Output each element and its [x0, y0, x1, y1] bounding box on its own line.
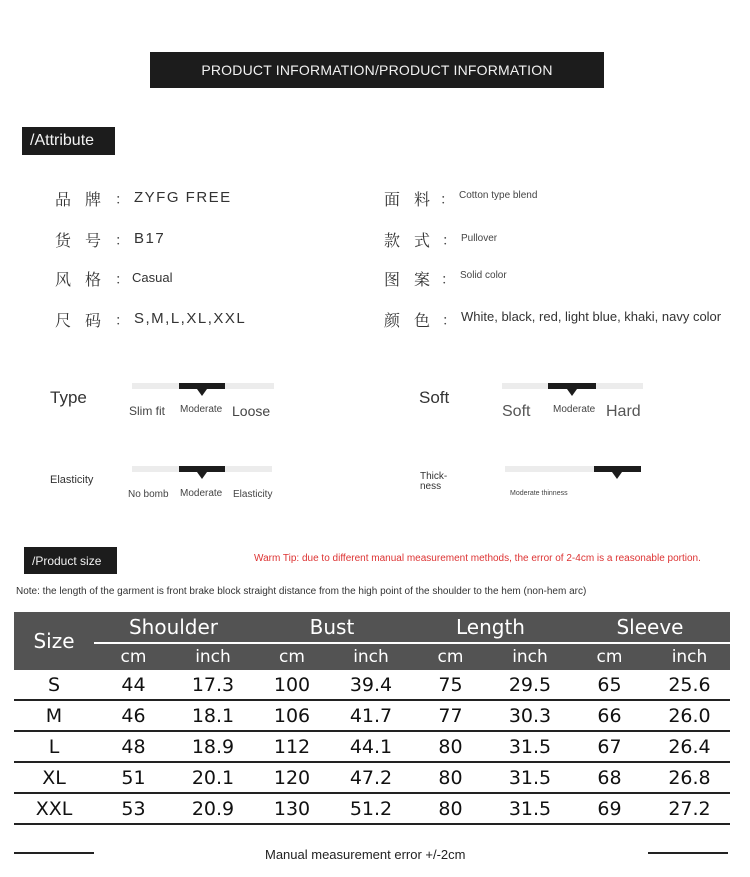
- colon: ：: [115, 271, 129, 287]
- measurement-cell: 75: [411, 670, 490, 700]
- pointer-triangle-icon: [612, 472, 622, 479]
- scale-soft-mid: Moderate: [553, 404, 596, 415]
- measurement-cell: 47.2: [331, 762, 411, 793]
- measurement-note: Note: the length of the garment is front brake block straight distance from the high point of the shoulder to the hem (non-hem arc): [16, 586, 587, 597]
- measurement-cell: 17.3: [173, 670, 253, 700]
- measurement-cell: 26.4: [649, 731, 730, 762]
- scale-thickness-mid: Moderate thinness: [510, 490, 568, 497]
- unit-header: inch: [173, 643, 253, 670]
- measurement-cell: 53: [94, 793, 173, 824]
- measurement-cell: 31.5: [490, 762, 570, 793]
- attr-value-item-no: B17: [134, 230, 166, 247]
- colon: ：: [442, 312, 456, 328]
- measurement-cell: 20.9: [173, 793, 253, 824]
- scale-elasticity-mid: Moderate: [180, 488, 223, 499]
- measurement-cell: 67: [570, 731, 649, 762]
- measurement-cell: 80: [411, 762, 490, 793]
- scale-soft-right: Hard: [606, 403, 641, 420]
- measurement-cell: 27.2: [649, 793, 730, 824]
- measurement-cell: 44: [94, 670, 173, 700]
- attr-value-fabric: Cotton type blend: [459, 190, 538, 201]
- unit-header: cm: [253, 643, 331, 670]
- unit-header: inch: [490, 643, 570, 670]
- measurement-cell: 77: [411, 700, 490, 731]
- measurement-cell: 112: [253, 731, 331, 762]
- group-header-length: Length: [411, 612, 570, 643]
- measurement-cell: 106: [253, 700, 331, 731]
- colon: ：: [440, 191, 454, 207]
- table-row: [14, 731, 730, 762]
- scale-soft-left: Soft: [502, 403, 531, 420]
- pointer-triangle-icon: [197, 472, 207, 479]
- measurement-cell: 26.0: [649, 700, 730, 731]
- size-column-header: Size: [14, 612, 94, 670]
- unit-header: cm: [94, 643, 173, 670]
- size-cell: XXL: [14, 793, 94, 824]
- measurement-cell: 120: [253, 762, 331, 793]
- attr-label-design: 款式: [384, 231, 445, 250]
- measurement-cell: 30.3: [490, 700, 570, 731]
- attr-value-style: Casual: [132, 270, 173, 285]
- table-row: [14, 762, 730, 793]
- attr-label-size: 尺码: [55, 311, 116, 330]
- colon: ：: [441, 271, 455, 287]
- size-cell: L: [14, 731, 94, 762]
- attr-label-item-no: 货号: [55, 231, 116, 250]
- page-banner: PRODUCT INFORMATION/PRODUCT INFORMATION: [150, 52, 604, 88]
- measurement-cell: 51: [94, 762, 173, 793]
- scale-thickness-label-line1: Thick-: [420, 471, 448, 482]
- size-cell: S: [14, 670, 94, 700]
- measurement-cell: 44.1: [331, 731, 411, 762]
- scale-type-mid: Moderate: [180, 404, 223, 415]
- attribute-section-tag: /Attribute: [22, 127, 115, 155]
- measurement-cell: 46: [94, 700, 173, 731]
- attr-value-design: Pullover: [461, 233, 498, 244]
- measurement-cell: 51.2: [331, 793, 411, 824]
- measurement-cell: 31.5: [490, 793, 570, 824]
- colon: ：: [115, 312, 129, 328]
- measurement-cell: 65: [570, 670, 649, 700]
- scale-type-label: Type: [50, 388, 87, 407]
- scale-elasticity-left: No bomb: [128, 489, 169, 500]
- size-cell: M: [14, 700, 94, 731]
- attr-label-pattern: 图案: [384, 270, 445, 289]
- attr-label-brand: 品牌: [55, 190, 116, 209]
- size-table: [14, 612, 730, 825]
- unit-header: cm: [411, 643, 490, 670]
- table-row: [14, 793, 730, 824]
- attr-label-fabric: 面料: [384, 190, 445, 209]
- measurement-cell: 26.8: [649, 762, 730, 793]
- warm-tip: Warm Tip: due to different manual measurement methods, the error of 2-4cm is a reasonable portion.: [254, 553, 701, 564]
- measurement-cell: 130: [253, 793, 331, 824]
- scale-type-right: Loose: [232, 403, 271, 419]
- measurement-cell: 31.5: [490, 731, 570, 762]
- colon: ：: [115, 191, 129, 207]
- product-size-tag: /Product size: [24, 547, 117, 574]
- group-header-sleeve: Sleeve: [570, 612, 730, 643]
- attr-value-color: White, black, red, light blue, khaki, navy color: [461, 309, 722, 324]
- measurement-cell: 68: [570, 762, 649, 793]
- size-cell: XL: [14, 762, 94, 793]
- attr-value-pattern: Solid color: [460, 270, 507, 281]
- attr-value-size: S,M,L,XL,XXL: [134, 310, 247, 327]
- footer-rule-right: [648, 852, 728, 854]
- measurement-cell: 100: [253, 670, 331, 700]
- measurement-cell: 66: [570, 700, 649, 731]
- measurement-cell: 25.6: [649, 670, 730, 700]
- table-row: [14, 670, 730, 700]
- measurement-cell: 18.1: [173, 700, 253, 731]
- scale-elasticity-label: Elasticity: [50, 474, 94, 486]
- attr-label-style: 风格: [55, 270, 116, 289]
- size-table-body: [14, 670, 730, 824]
- group-header-shoulder: Shoulder: [94, 612, 253, 643]
- scale-thickness-label: [420, 472, 447, 492]
- pointer-triangle-icon: [197, 389, 207, 396]
- scale-elasticity-right: Elasticity: [233, 489, 273, 500]
- scale-thickness-label-line2: ness: [420, 481, 442, 492]
- scale-soft-label: Soft: [419, 388, 450, 407]
- measurement-cell: 39.4: [331, 670, 411, 700]
- measurement-cell: 48: [94, 731, 173, 762]
- scale-type-left: Slim fit: [129, 404, 165, 418]
- measurement-cell: 80: [411, 731, 490, 762]
- attr-value-brand: ZYFG FREE: [134, 189, 232, 206]
- unit-header: inch: [649, 643, 730, 670]
- unit-header: inch: [331, 643, 411, 670]
- attr-label-color: 颜色: [384, 311, 445, 330]
- footer-note: Manual measurement error +/-2cm: [265, 847, 466, 862]
- measurement-cell: 18.9: [173, 731, 253, 762]
- table-row: [14, 700, 730, 731]
- unit-header: cm: [570, 643, 649, 670]
- measurement-cell: 20.1: [173, 762, 253, 793]
- pointer-triangle-icon: [567, 389, 577, 396]
- colon: ：: [442, 232, 456, 248]
- measurement-cell: 41.7: [331, 700, 411, 731]
- group-header-bust: Bust: [253, 612, 411, 643]
- colon: ：: [115, 232, 129, 248]
- measurement-cell: 29.5: [490, 670, 570, 700]
- footer-rule-left: [14, 852, 94, 854]
- measurement-cell: 80: [411, 793, 490, 824]
- measurement-cell: 69: [570, 793, 649, 824]
